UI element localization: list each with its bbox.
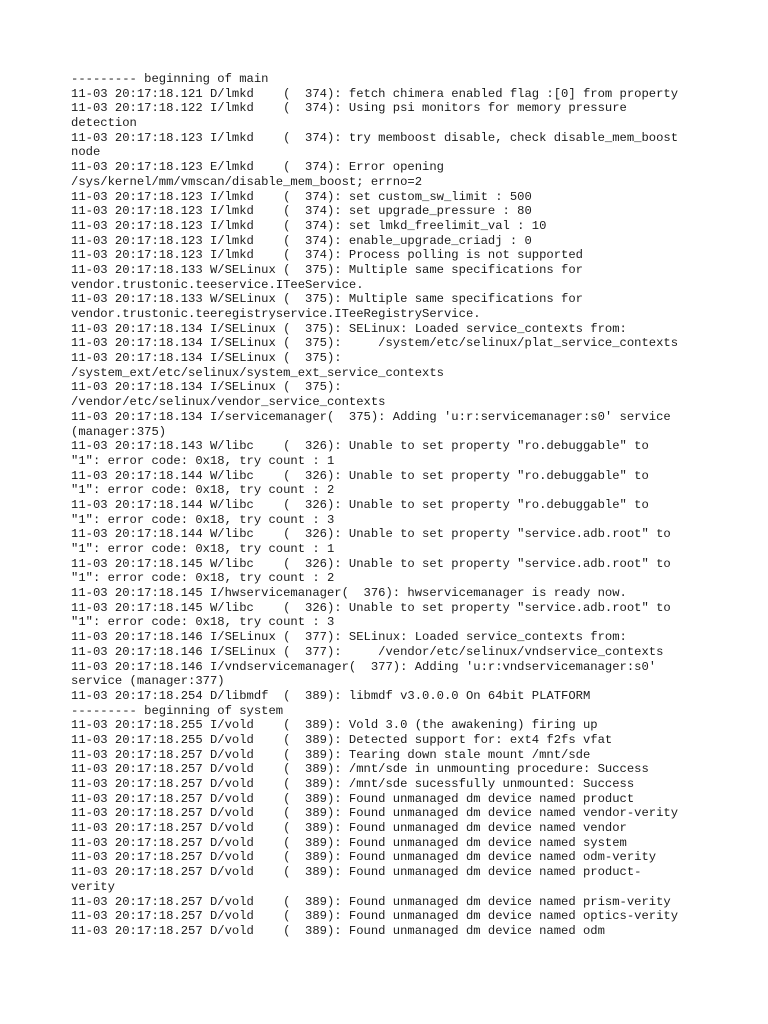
log-line: 11-03 20:17:18.145 W/libc ( 326): Unable to set property "service.adb.root" to: [71, 600, 671, 615]
log-line: 11-03 20:17:18.134 I/SELinux ( 375): /system/etc/selinux/plat_service_contexts: [71, 336, 679, 351]
log-line: 11-03 20:17:18.255 D/vold ( 389): Detected support for: ext4 f2fs vfat: [71, 732, 613, 747]
log-line: 11-03 20:17:18.257 D/vold ( 389): Found unmanaged dm device named product: [71, 791, 635, 806]
log-line: 11-03 20:17:18.257 D/vold ( 389): Found unmanaged dm device named vendor: [71, 821, 627, 836]
log-line: "1": error code: 0x18, try count : 1: [71, 453, 335, 468]
log-line: verity: [71, 879, 115, 894]
log-line: 11-03 20:17:18.144 W/libc ( 326): Unable to set property "ro.debuggable" to: [71, 497, 649, 512]
log-line: detection: [71, 116, 137, 131]
log-line: /system_ext/etc/selinux/system_ext_service_contexts: [71, 365, 444, 380]
log-line: 11-03 20:17:18.254 D/libmdf ( 389): libmdf v3.0.0.0 On 64bit PLATFORM: [71, 688, 591, 703]
log-line: (manager:375): [71, 424, 167, 439]
log-line: 11-03 20:17:18.121 D/lmkd ( 374): fetch chimera enabled flag :[0] from property: [71, 86, 679, 101]
log-document: [71, 72, 711, 939]
log-line: 11-03 20:17:18.257 D/vold ( 389): Found unmanaged dm device named system: [71, 835, 627, 850]
log-line: "1": error code: 0x18, try count : 2: [71, 571, 335, 586]
log-line: 11-03 20:17:18.257 D/vold ( 389): Tearing down stale mount /mnt/sde: [71, 747, 591, 762]
log-line: 11-03 20:17:18.123 I/lmkd ( 374): Process polling is not supported: [71, 248, 583, 263]
log-line: 11-03 20:17:18.134 I/SELinux ( 375):: [71, 380, 342, 395]
log-line: 11-03 20:17:18.257 D/vold ( 389): Found unmanaged dm device named odm: [71, 923, 605, 938]
log-line: 11-03 20:17:18.146 I/vndservicemanager( 377): Adding 'u:r:vndservicemanager:s0': [71, 659, 657, 674]
log-line: 11-03 20:17:18.144 W/libc ( 326): Unable to set property "ro.debuggable" to: [71, 468, 649, 483]
log-line: 11-03 20:17:18.145 I/hwservicemanager( 376): hwservicemanager is ready now.: [71, 586, 627, 601]
log-line: 11-03 20:17:18.144 W/libc ( 326): Unable to set property "service.adb.root" to: [71, 527, 671, 542]
log-line: vendor.trustonic.teeservice.ITeeService.: [71, 277, 364, 292]
log-line: 11-03 20:17:18.257 D/vold ( 389): Found unmanaged dm device named optics-verity: [71, 909, 679, 924]
log-line: --------- beginning of system: [71, 703, 284, 718]
log-line: "1": error code: 0x18, try count : 3: [71, 512, 335, 527]
log-line: 11-03 20:17:18.133 W/SELinux ( 375): Multiple same specifications for: [71, 262, 583, 277]
log-line: 11-03 20:17:18.123 I/lmkd ( 374): try memboost disable, check disable_mem_boost: [71, 130, 679, 145]
log-line: 11-03 20:17:18.123 I/lmkd ( 374): set lmkd_freelimit_val : 10: [71, 218, 547, 233]
log-line: /vendor/etc/selinux/vendor_service_contexts: [71, 395, 386, 410]
log-line: 11-03 20:17:18.145 W/libc ( 326): Unable to set property "service.adb.root" to: [71, 556, 671, 571]
log-line: 11-03 20:17:18.123 I/lmkd ( 374): enable_upgrade_criadj : 0: [71, 233, 532, 248]
log-line: 11-03 20:17:18.257 D/vold ( 389): Found unmanaged dm device named product-: [71, 865, 642, 880]
log-line: 11-03 20:17:18.133 W/SELinux ( 375): Multiple same specifications for: [71, 292, 583, 307]
log-line: service (manager:377): [71, 674, 225, 689]
log-line: 11-03 20:17:18.257 D/vold ( 389): Found unmanaged dm device named prism-verity: [71, 894, 671, 909]
log-line: vendor.trustonic.teeregistryservice.ITeeRegistryService.: [71, 307, 481, 321]
log-line: node: [71, 145, 101, 160]
log-line: 11-03 20:17:18.257 D/vold ( 389): Found unmanaged dm device named odm-verity: [71, 850, 657, 865]
log-line: 11-03 20:17:18.146 I/SELinux ( 377): /vendor/etc/selinux/vndservice_contexts: [71, 644, 664, 659]
log-line: 11-03 20:17:18.134 I/servicemanager( 375): Adding 'u:r:servicemanager:s0' service: [71, 409, 671, 424]
log-line: 11-03 20:17:18.146 I/SELinux ( 377): SELinux: Loaded service_contexts from:: [71, 630, 627, 645]
log-line: --------- beginning of main: [71, 72, 269, 86]
log-line: 11-03 20:17:18.257 D/vold ( 389): /mnt/sde in unmounting procedure: Success: [71, 762, 649, 777]
log-line: 11-03 20:17:18.122 I/lmkd ( 374): Using psi monitors for memory pressure: [71, 101, 627, 116]
log-line: 11-03 20:17:18.134 I/SELinux ( 375):: [71, 351, 342, 366]
log-line: 11-03 20:17:18.255 I/vold ( 389): Vold 3.0 (the awakening) firing up: [71, 718, 598, 733]
log-line: "1": error code: 0x18, try count : 2: [71, 483, 335, 498]
log-line: /sys/kernel/mm/vmscan/disable_mem_boost; errno=2: [71, 174, 423, 189]
log-line: 11-03 20:17:18.123 E/lmkd ( 374): Error opening: [71, 160, 444, 175]
log-line: 11-03 20:17:18.134 I/SELinux ( 375): SELinux: Loaded service_contexts from:: [71, 321, 627, 336]
log-line: 11-03 20:17:18.143 W/libc ( 326): Unable to set property "ro.debuggable" to: [71, 439, 649, 454]
log-line: "1": error code: 0x18, try count : 1: [71, 542, 335, 556]
log-line: 11-03 20:17:18.257 D/vold ( 389): Found unmanaged dm device named vendor-verity: [71, 806, 679, 821]
log-line: 11-03 20:17:18.123 I/lmkd ( 374): set custom_sw_limit : 500: [71, 189, 532, 204]
log-line: 11-03 20:17:18.257 D/vold ( 389): /mnt/sde sucessfully unmounted: Success: [71, 777, 635, 791]
log-line: "1": error code: 0x18, try count : 3: [71, 615, 335, 630]
log-line: 11-03 20:17:18.123 I/lmkd ( 374): set upgrade_pressure : 80: [71, 204, 532, 219]
